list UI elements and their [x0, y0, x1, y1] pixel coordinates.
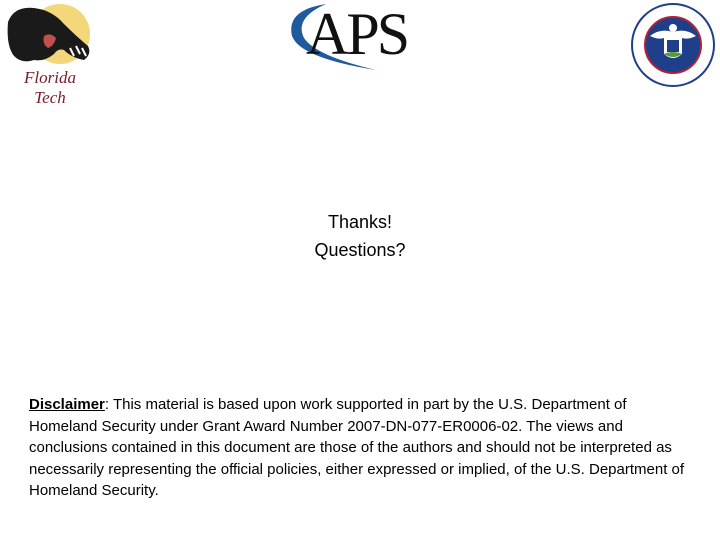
dhs-seal-icon: [630, 2, 716, 88]
florida-tech-wordmark: Florida Tech: [24, 68, 76, 107]
disclaimer-colon: :: [104, 396, 110, 413]
disclaimer-body: This material is based upon work supported in part by the U.S. Department of Homeland Security under Grant Award Number 2007-DN-077-ER0006-02. The views and conclusions contained in this document are those of the authors and should not be interpreted as necessarily representing the official policies, either expressed or implied, of the U.S. Department of Homeland Security.: [29, 396, 685, 499]
aps-wordmark: APS: [306, 1, 408, 67]
disclaimer: [29, 394, 699, 502]
disclaimer-label: Disclaimer: [29, 396, 105, 413]
questions-text: Questions?: [314, 240, 406, 260]
thanks-text: Thanks!: [327, 212, 393, 232]
closing-message: [0, 208, 720, 264]
